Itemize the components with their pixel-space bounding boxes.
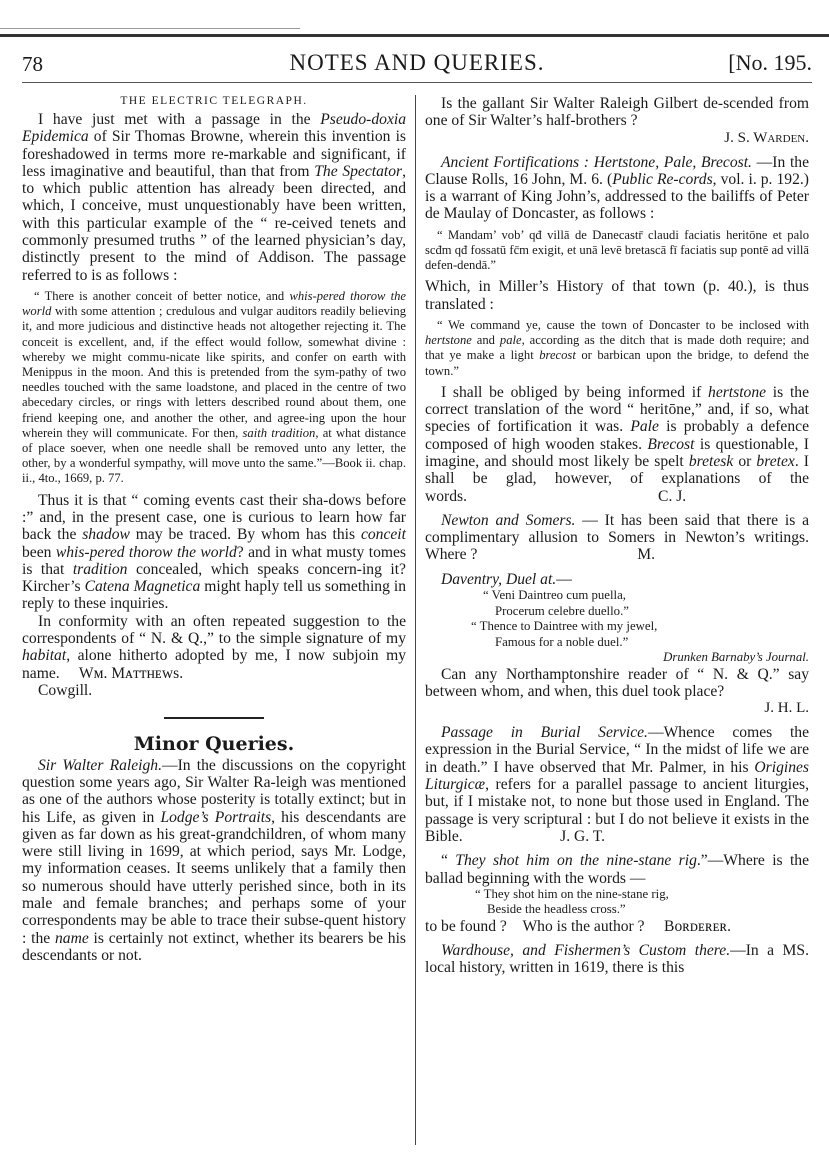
text-run: I have just met with a passage in the [38,111,321,128]
text-run: In conformity with an often repeated suggestion to the correspondents of “ N. & Q.,” to the simple signature of my [22,612,406,647]
text-run: or barbican upon the bridge, to defend the town.” [425,348,809,378]
right-column [425,95,809,977]
paragraph [425,95,809,130]
text-run: with some attention ; credulous and vulgar auditors readily believing it, and more judicious and distinctive heads not altogether rejecting it. The conceit is excellent, and, if the effect would follow, somewhat divine : whereby we might commu-nicate like spirits, and confer on earth with Menippus in the moon. And this is pretended from the sym-pathy of two needles touched with the same loadstone, and placed in the centre of two abecedary circles, or rings with letters described round about them, one friend keeping one, and another the other, and agree-ing upon the hour wherein they will communicate. For then, [22,304,406,440]
section-heading-blackletter: Minor Queries. [133,732,295,755]
text-run: , alone hitherto adopted by me, I now subjoin my name. Wᴍ. Mᴀᴛᴛʜᴇᴡs. [22,647,406,682]
text-run: to be found ? Who is the author ? Bᴏʀᴅᴇʀᴇʀ. [425,917,731,935]
italic-run: hertstone [708,383,767,401]
scan-edge-line [0,28,300,29]
text-run: “ There is another conceit of better notice, and [34,288,290,303]
italic-run: Lodge’s Portraits [160,808,272,826]
spacer [425,845,809,852]
page-header [22,48,812,78]
italic-run: habitat [22,647,67,665]
spacer [425,935,809,942]
text-run: —In a MS. local history, written in 1619, there is this [425,942,809,977]
paragraph [425,571,809,588]
italic-run: The Spectator [314,162,403,180]
text-run: is certainly not extinct, whether its bearers be his descendants or not. [22,929,406,964]
italic-run: Wardhouse, and Fishermen’s Custom there. [441,942,731,960]
verse-line: “ Thence to Daintree with my jewel, [471,619,658,634]
journal-title: NOTES AND QUERIES. [289,50,545,75]
italic-run: Pseudo-doxia Epidemica [22,111,406,146]
italic-run: Public Re-cords [612,170,713,188]
text-run: is probably a defence composed of high wooden stakes. [425,418,809,453]
signature: J. S. Warden. [724,129,809,146]
text-run: —In the Clause Rolls, 16 John, M. 6. ( [425,153,810,188]
text-run: — It has been said that there is a complimentary allusion to Somers in Newton’s writings. Where ? M. [425,511,809,564]
italic-run: Sir Walter Raleigh. [38,756,162,774]
text-run: may be traced. By whom has this [129,526,361,544]
text-run: , according as the ditch that is made doth require; and that ye make a light [425,333,809,363]
top-border [0,34,829,37]
verse-line: “ They shot him on the nine-stane rig, [475,886,669,901]
text-run: might haply tell us something in reply to these inquiries. [22,578,406,613]
italic-run: Origines Liturgicæ [425,758,809,794]
verse-line: “ Veni Daintreo cum puella, [483,588,626,603]
italic-run: bretesk [688,452,734,470]
left-column [22,95,406,964]
column-divider [415,95,416,1145]
text-run: Can any Northamptonshire reader of “ N. & Q.” say between whom, and when, this duel took place? [425,665,809,700]
text-run: , at what distance of place soever, when one needle shall be removed unto any letter, the other, by a wonderful sympathy, will move unto the same.”—Book ii. chap. ii., 4to., 1669, p. 77. [22,425,406,486]
italic-run: tradition [72,560,128,578]
italic-run: Newton and Somers. [441,511,576,529]
italic-run: They shot him on the nine-stane rig [455,852,697,870]
text-run: Is the gallant Sir Walter Raleigh Gilbert de-scended from one of Sir Walter’s half-brothers ? [425,95,809,130]
italic-run: hertstone [425,333,472,348]
paragraph [425,918,809,935]
paragraph [22,492,406,613]
text-run: . I shall be glad, however, of explanations of the words. C. J. [425,452,809,505]
text-run: or [733,452,757,470]
text-run: “ [441,852,456,870]
italic-run: Brecost [647,435,695,453]
spacer [425,147,809,154]
page-number: 78 [22,52,43,76]
text-run: concealed, which speaks concern-ing it? Kircher’s [22,560,406,596]
paragraph [425,852,809,887]
block-quote [425,228,809,274]
paragraph [425,512,809,564]
paragraph [22,111,406,284]
text-run: “ We command ye, cause the town of Doncaster to be inclosed with [437,317,809,332]
text-run: — [556,570,572,588]
verse-quote [425,588,809,666]
paragraph [22,613,406,682]
italic-run: Pale [630,418,659,436]
text-run: , vol. i. p. 192.) is a warrant of King John’s, addressed to the bailiffs of Peter de Maulay of Doncaster, as follows : [425,170,809,223]
italic-run: bretex [756,452,795,470]
paragraph [22,757,406,965]
paragraph [425,154,809,223]
text-run: is questionable, I imagine, and should most likely be spelt [425,435,809,470]
text-run: , to which public attention has already been directed, and which, I conceive, must unquestionably have been written, with this particular example of the “ re-ceived tenets and commonly presumed truths ” of the learned physician’s day, distinctly present to the mind of Addison. The passage referred to is as follows : [22,162,406,284]
text-run: Which, in Miller’s History of that town (p. 40.), is thus translated : [425,278,809,313]
italic-run: Catena Magnetica [84,578,201,596]
italic-run: whis-pered thorow the world [22,288,406,319]
italic-run: Daventry, Duel at. [441,570,557,588]
text-run: and [471,333,500,348]
paragraph [22,682,406,699]
verse-line: Procerum celebre duello.” [495,603,629,618]
italic-run: conceit [360,526,406,544]
text-run: Thus it is that “ coming events cast their sha-dows before :” and, in the present case, one is curious to learn how far back the [22,491,406,544]
verse-quote [425,887,809,918]
paragraph [425,942,809,977]
italic-run: brecost [539,348,576,363]
issue-number: [No. 195. [728,50,812,75]
spacer [425,505,809,512]
text-run: —In the discussions on the copyright question some years ago, Sir Walter Ra-leigh was mentioned as one of the authors whose posterity is totally extinct; but in his Life, as given in [22,756,406,826]
spacer [425,564,809,571]
italic-run: whis-pered thorow the world [55,543,237,561]
text-run: is the correct translation of the word “ heritōne,” and, if so, what species of fortification it was. [425,383,810,436]
header-rule [22,82,812,83]
text-run: .”—Where is the ballad beginning with the words — [425,852,810,887]
section-rule [164,717,264,719]
verse-line: Famous for a noble duel.” [495,634,629,649]
italic-run: Passage in Burial Service. [441,724,648,742]
text-run: of Sir Thomas Browne, wherein this invention is foreshadowed in terms more re-markable and significant, if less imaginative and beautiful, than that from [22,128,406,180]
text-run: Cowgill. [38,681,93,699]
signature: J. H. L. [764,700,809,717]
text-run: “ Mandam’ vob’ qđ villā de Danecastr̄ claudi faciatis heritōne et palo scđm qđ fossatū fc̄m exigit, et unā levē bretascā fī faciatis sup pontē ad villā defen-dendā.” [425,227,809,273]
verse-line: Beside the headless cross.” [487,902,626,917]
text-run: been [22,543,56,561]
text-run: , his descendants are given as far down as his great-grandchildren, of whom many were still living in 1699, at which period, says Mr. Lodge, my information ceases. It seems unlikely that a family then so numerous should have utterly perished since, both in its male and female branches; and perhaps some of your correspondents may be able to trace their subse-quent history : the [22,808,406,947]
block-quote [425,318,809,379]
block-quote [22,289,406,487]
paragraph [425,278,809,313]
text-run: , refers for a parallel passage to ancient liturgies, but, if I mistake not, to none but those used in England. The passage is very scriptural : but I do not believe it exists in the Bible. J. G. T. [425,776,809,845]
italic-run: name [54,929,89,947]
text-run: ? and in what musty tomes is that [22,543,406,578]
italic-run: pale [499,333,522,348]
italic-run: shadow [82,526,130,544]
text-run: —Whence comes the expression in the Burial Service, “ In the midst of life we are in death.” I have observed that Mr. Palmer, in his [425,724,810,776]
paragraph [425,724,809,845]
paragraph [425,666,809,701]
text-run: I shall be obliged by being informed if [441,383,709,401]
italic-run: Ancient Fortifications : Hertstone, Pale, Brecost. [441,153,752,171]
verse-line: Drunken Barnaby’s Journal. [663,650,809,665]
section-heading: THE ELECTRIC TELEGRAPH. [120,95,308,107]
paragraph [425,384,809,505]
spacer [425,717,809,724]
italic-run: saith tradition [242,425,316,440]
